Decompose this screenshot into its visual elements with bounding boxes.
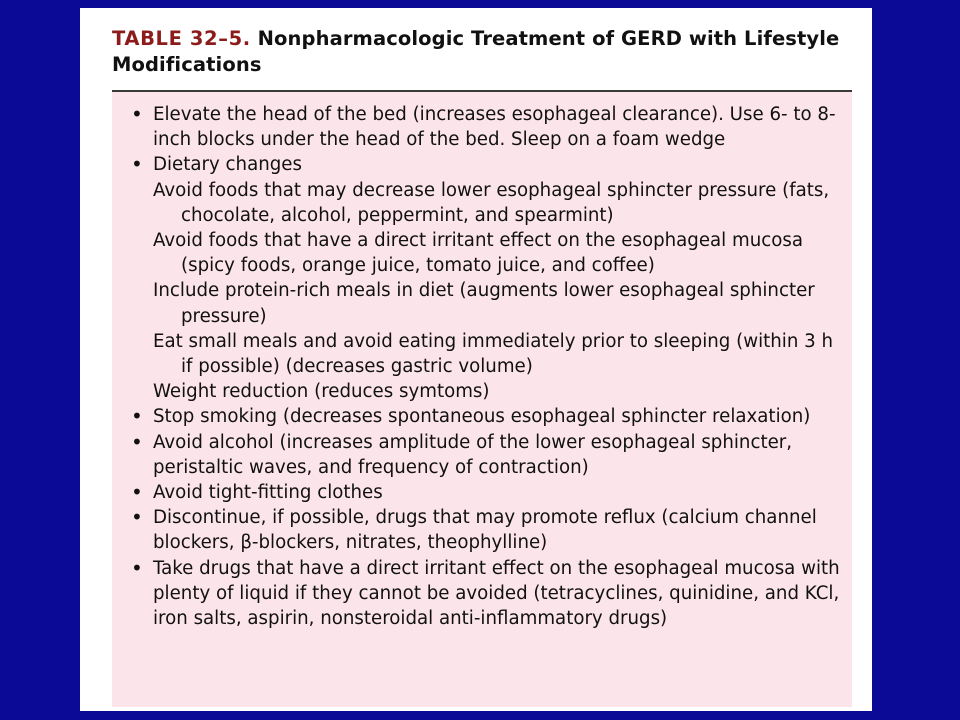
list-item: • Stop smoking (decreases spontaneous esophageal sphincter relaxation) — [112, 404, 852, 429]
sub-list-item: Weight reduction (reduces symtoms) — [153, 381, 490, 403]
table-title: Nonpharmacologic Treatment of GERD with Lifestyle Modifications — [112, 27, 840, 76]
list-item: • Dietary changes — [112, 152, 852, 177]
list-item: • Discontinue, if possible, drugs that may promote reflux (calcium channel blockers, β-blockers, nitrates, theophylline) — [112, 505, 852, 555]
list-item: • Avoid alcohol (increases amplitude of the lower esophageal sphincter, peristaltic waves, and frequency of contraction) — [112, 430, 852, 480]
list-item: • Elevate the head of the bed (increases esophageal clearance). Use 6- to 8-inch blocks under the head of the bed. Sleep on a foam wedge — [112, 102, 852, 152]
sub-list-item: Eat small meals and avoid eating immediately prior to sleeping (within 3 h if possible) (decreases gastric volume) — [153, 330, 834, 378]
sub-list-item: Include protein-rich meals in diet (augments lower esophageal sphincter pressure) — [153, 280, 815, 327]
document-page — [80, 8, 872, 711]
table-caption — [112, 26, 852, 78]
sub-list-item: Avoid foods that have a direct irritant effect on the esophageal mucosa (spicy foods, orange juice, tomato juice, and coffee) — [153, 230, 803, 277]
sub-list-item: Avoid foods that may decrease lower esophageal sphincter pressure (fats, chocolate, alcohol, peppermint, and spearmint) — [153, 179, 830, 226]
table-label: TABLE 32–5. — [112, 27, 251, 50]
table-body — [112, 92, 852, 707]
recommendation-list — [112, 102, 852, 631]
list-item: • Take drugs that have a direct irritant effect on the esophageal mucosa with plenty of liquid if they cannot be avoided (tetracyclines, quinidine, and KCl, iron salts, aspirin, nonsteroidal anti-inflammatory drugs) — [112, 556, 852, 632]
list-item: • Avoid tight-fitting clothes — [112, 480, 852, 505]
